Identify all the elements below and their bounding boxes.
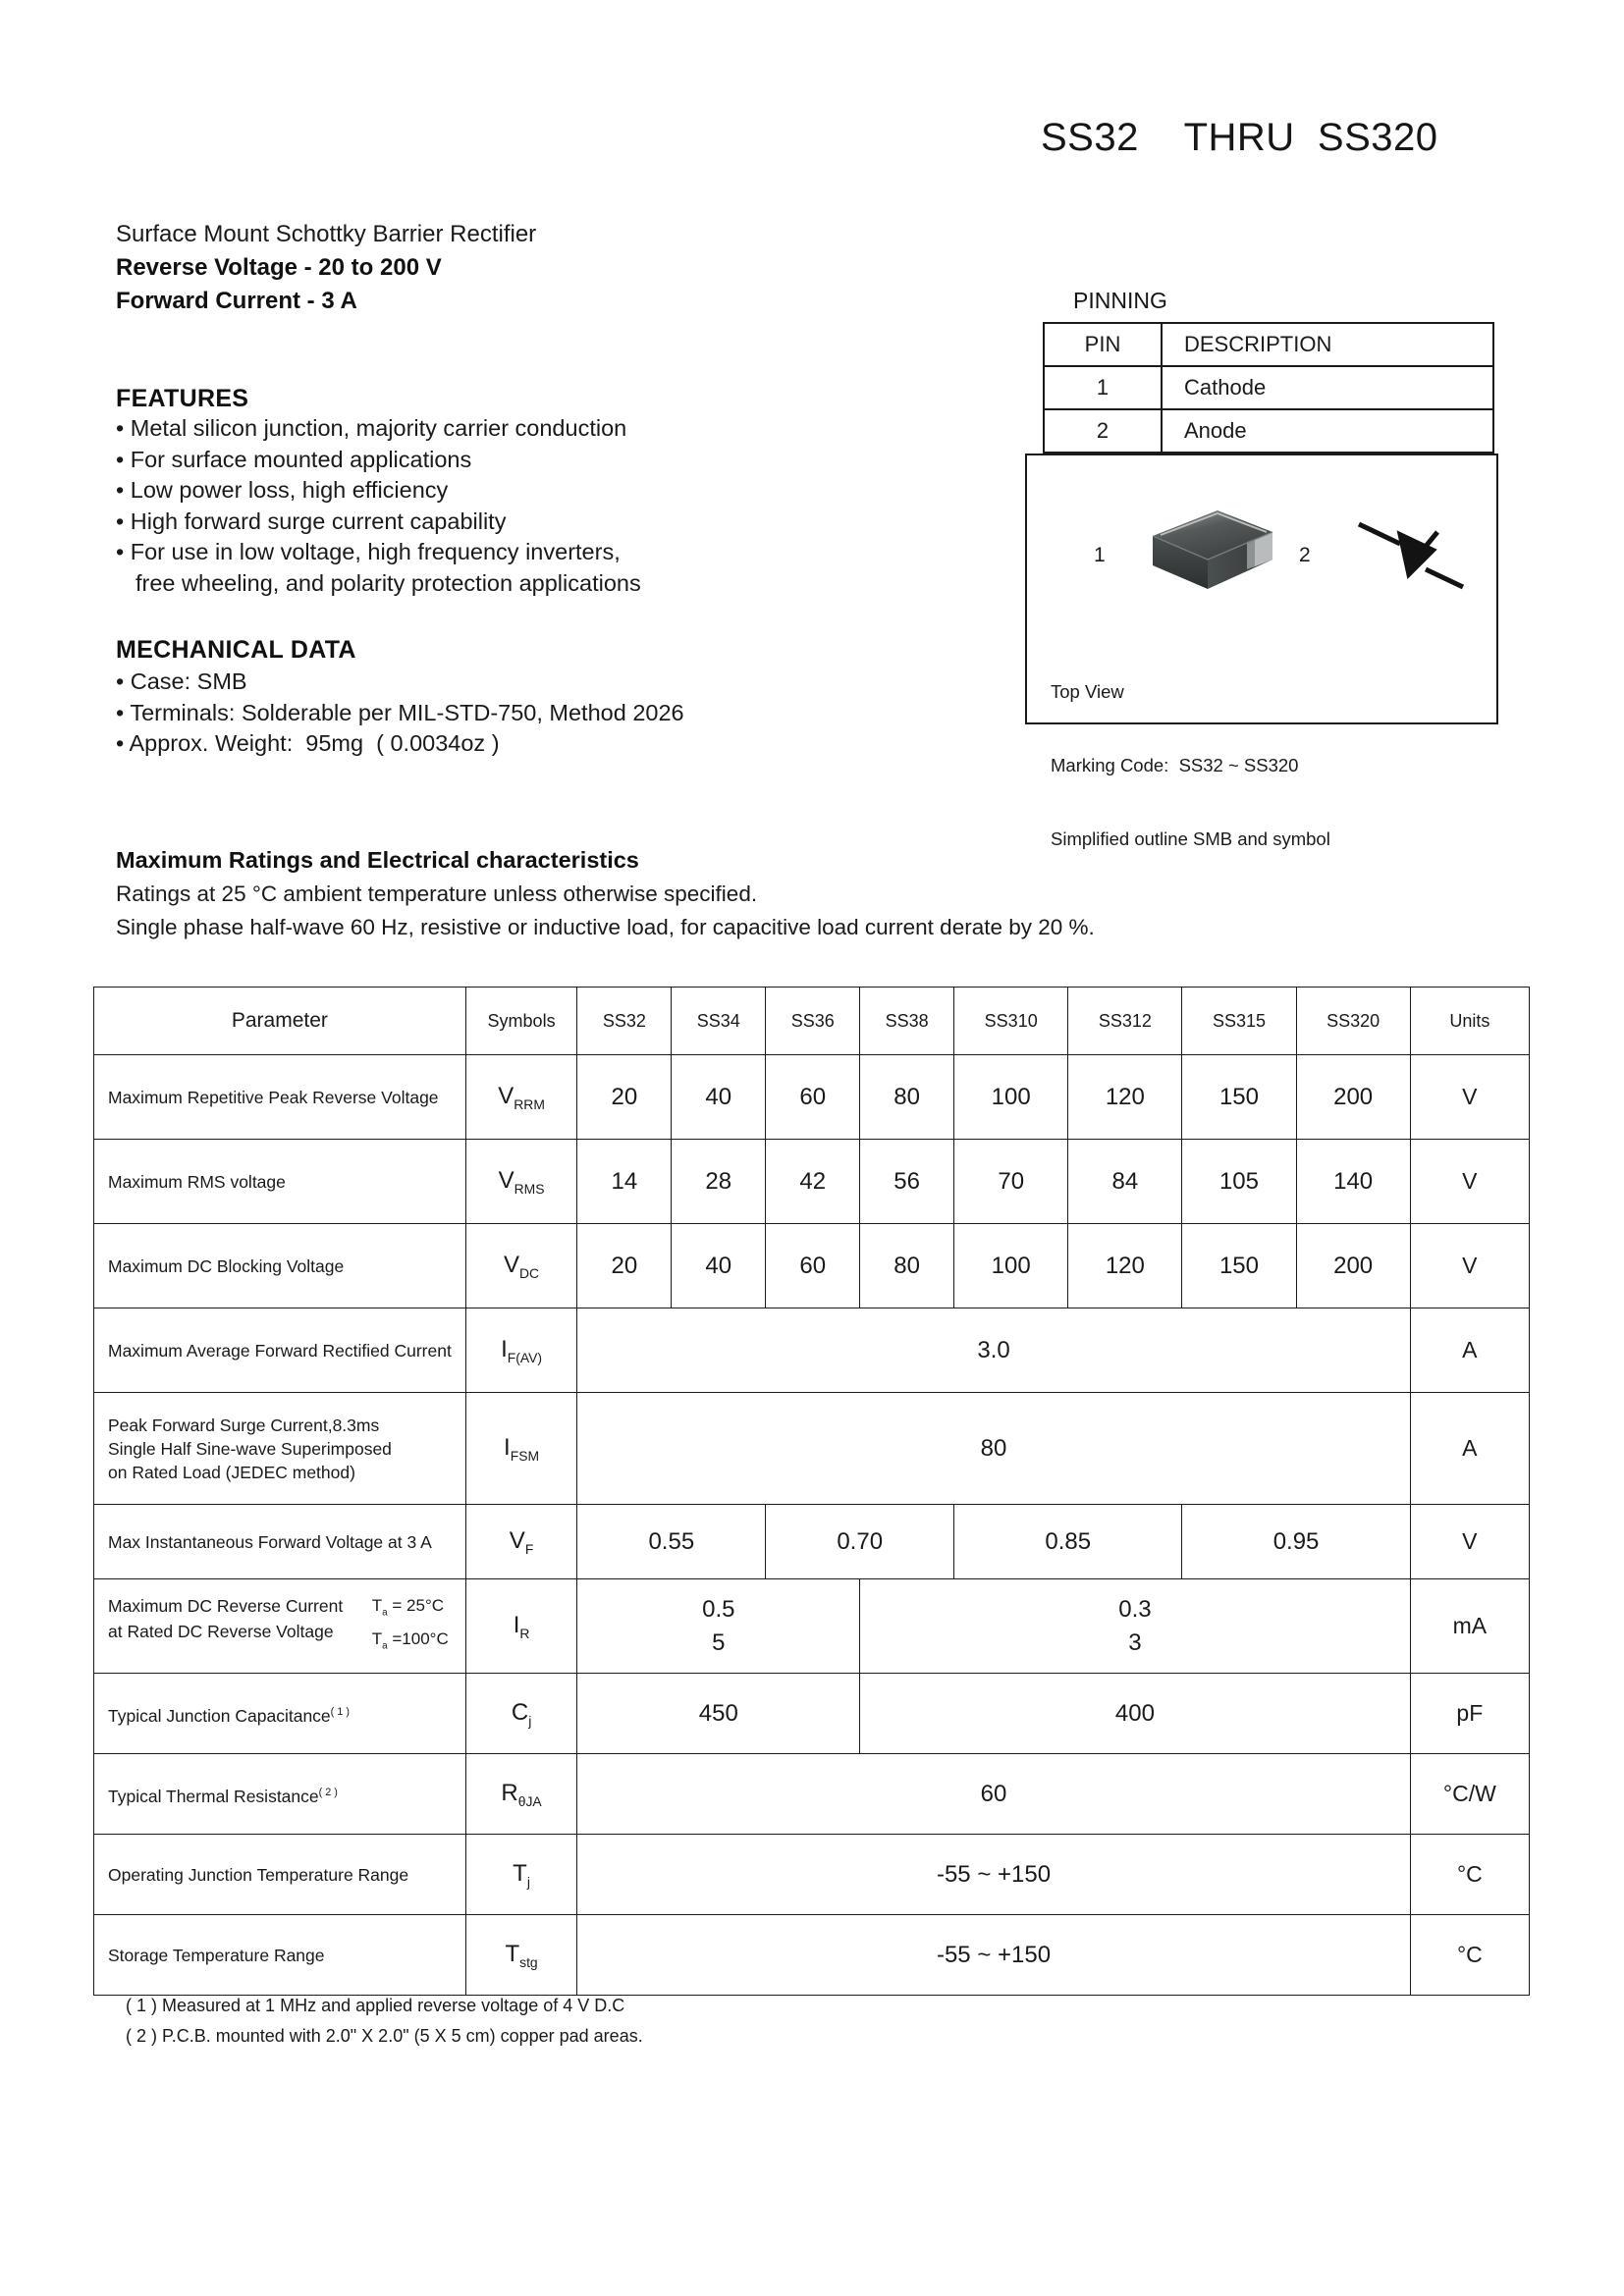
- column-header-device: SS320: [1296, 988, 1410, 1055]
- table-cell-units: °C: [1410, 1915, 1529, 1996]
- table-cell-units: pF: [1410, 1674, 1529, 1754]
- parameter-line: Maximum DC Reverse Current: [108, 1596, 344, 1617]
- package-caption-line-1: Top View: [1051, 681, 1124, 702]
- table-cell: 200: [1296, 1224, 1410, 1308]
- mechanical-data-section: [116, 636, 931, 760]
- ratings-heading: Maximum Ratings and Electrical characteristics: [116, 847, 639, 873]
- diode-symbol-icon: [1353, 505, 1469, 603]
- parameter-symbol: $V_{RRM}$: [465, 1055, 577, 1140]
- table-cell: 0.85: [954, 1505, 1182, 1579]
- table-cell: -55 ~ +150: [577, 1835, 1410, 1915]
- table-cell: 60: [766, 1055, 860, 1140]
- table-cell: 0.70: [766, 1505, 954, 1579]
- column-header-device: SS34: [672, 988, 766, 1055]
- list-item: • For use in low voltage, high frequency inverters,: [116, 539, 621, 564]
- table-cell-units: °C: [1410, 1835, 1529, 1915]
- parameter-symbol: $T_j$: [465, 1835, 577, 1915]
- table-cell-units: V: [1410, 1505, 1529, 1579]
- table-cell: 28: [672, 1140, 766, 1224]
- footnote-marker: ( 2 ): [318, 1786, 338, 1798]
- list-item: • High forward surge current capability: [116, 507, 507, 534]
- table-cell: 140: [1296, 1140, 1410, 1224]
- table-cell: 120: [1068, 1055, 1182, 1140]
- list-item: • For surface mounted applications: [116, 446, 472, 472]
- table-cell: 80: [860, 1055, 954, 1140]
- parameter-line: Peak Forward Surge Current,8.3ms: [108, 1415, 380, 1435]
- list-item: free wheeling, and polarity protection applications: [135, 569, 641, 596]
- parameter-line: on Rated Load (JEDEC method): [108, 1462, 355, 1482]
- parameter-name: Storage Temperature Range: [94, 1915, 466, 1996]
- column-header-device: SS32: [577, 988, 672, 1055]
- parameter-line: Single Half Sine-wave Superimposed: [108, 1438, 392, 1459]
- footnote-marker: ( 1 ): [330, 1705, 350, 1718]
- table-row: [94, 1140, 1530, 1224]
- table-row: [94, 1393, 1530, 1505]
- table-cell: 150: [1182, 1055, 1296, 1140]
- parameter-name: Typical Junction Capacitance$^{( 1 )}$: [94, 1674, 466, 1754]
- smb-package-icon: [1123, 503, 1280, 611]
- table-cell: 200: [1296, 1055, 1410, 1140]
- column-header-device: SS38: [860, 988, 954, 1055]
- value-top: 0.5: [702, 1595, 735, 1623]
- parameter-name: Maximum RMS voltage: [94, 1140, 466, 1224]
- table-row: [94, 1224, 1530, 1308]
- table-cell: 0.95: [1182, 1505, 1410, 1579]
- table-cell-units: A: [1410, 1393, 1529, 1505]
- footnotes: [126, 1991, 1009, 2052]
- package-pin2-label: 2: [1299, 544, 1311, 566]
- list-item: • Low power loss, high efficiency: [116, 477, 449, 503]
- table-cell: 70: [954, 1140, 1068, 1224]
- table-cell: 80: [577, 1393, 1410, 1505]
- intro-block: [116, 218, 862, 318]
- intro-line-3: Forward Current - 3 A: [116, 288, 357, 314]
- mechanical-heading: MECHANICAL DATA: [116, 636, 356, 664]
- parameter-name: Typical Thermal Resistance$^{( 2 )}$: [94, 1754, 466, 1835]
- pinning-label: PINNING: [1073, 288, 1167, 313]
- table-row: [94, 1308, 1530, 1393]
- column-header-device: SS315: [1182, 988, 1296, 1055]
- table-cell-units: V: [1410, 1224, 1529, 1308]
- table-cell: 100: [954, 1224, 1068, 1308]
- features-list: [116, 413, 892, 599]
- parameter-symbol: $C_j$: [465, 1674, 577, 1754]
- table-row: [1044, 409, 1493, 453]
- value-bottom: 5: [712, 1629, 726, 1656]
- table-cell: 120: [1068, 1224, 1182, 1308]
- table-cell-units: V: [1410, 1140, 1529, 1224]
- intro-line-2: Reverse Voltage - 20 to 200 V: [116, 254, 442, 281]
- table-cell: 20: [577, 1055, 672, 1140]
- intro-line-1: Surface Mount Schottky Barrier Rectifier: [116, 221, 537, 247]
- table-row: [1044, 366, 1493, 409]
- parameter-line: at Rated DC Reverse Voltage: [108, 1622, 334, 1642]
- parameter-name: [94, 1579, 466, 1674]
- ratings-note-1: Ratings at 25 °C ambient temperature unless otherwise specified.: [116, 881, 758, 906]
- table-row: [94, 1505, 1530, 1579]
- column-header-device: SS310: [954, 988, 1068, 1055]
- column-header-units: Units: [1410, 988, 1529, 1055]
- table-cell: 60: [766, 1224, 860, 1308]
- table-cell: 450: [577, 1674, 860, 1754]
- table-cell: 0.55: [577, 1505, 766, 1579]
- table-cell: 40: [672, 1055, 766, 1140]
- parameter-name: [94, 1393, 466, 1505]
- parameter-name: Max Instantaneous Forward Voltage at 3 A: [94, 1505, 466, 1579]
- table-cell: 56: [860, 1140, 954, 1224]
- footnote-1: ( 1 ) Measured at 1 MHz and applied reverse voltage of 4 V D.C: [126, 1996, 625, 2015]
- list-item: • Terminals: Solderable per MIL-STD-750, Method 2026: [116, 699, 684, 725]
- package-pin1-label: 1: [1094, 544, 1106, 566]
- table-row: [94, 1915, 1530, 1996]
- table-cell: 40: [672, 1224, 766, 1308]
- table-cell-units: A: [1410, 1308, 1529, 1393]
- table-cell: [860, 1579, 1411, 1674]
- ratings-intro: [116, 842, 1490, 944]
- table-cell-units: V: [1410, 1055, 1529, 1140]
- parameter-condition: $T_a = 25^\circ C$: [371, 1596, 445, 1619]
- parameter-condition: $T_a =100^\circ C$: [371, 1629, 449, 1651]
- column-header-parameter: Parameter: [94, 988, 466, 1055]
- specifications-table: [93, 987, 1530, 1996]
- table-cell: 84: [1068, 1140, 1182, 1224]
- parameter-symbol: $V_{RMS}$: [465, 1140, 577, 1224]
- column-header-device: SS36: [766, 988, 860, 1055]
- table-cell: 150: [1182, 1224, 1296, 1308]
- table-cell: 400: [860, 1674, 1411, 1754]
- table-row: [94, 1579, 1530, 1674]
- table-cell: 20: [577, 1224, 672, 1308]
- list-item: • Approx. Weight: 95mg ( 0.0034oz ): [116, 730, 500, 756]
- value-bottom: 3: [1128, 1629, 1142, 1656]
- parameter-symbol: $I_R$: [465, 1579, 577, 1674]
- page-title: SS32 THRU SS320: [1041, 116, 1438, 159]
- table-cell: 100: [954, 1055, 1068, 1140]
- column-header-symbols: Symbols: [465, 988, 577, 1055]
- features-section: [116, 385, 892, 599]
- footnote-2: ( 2 ) P.C.B. mounted with 2.0" X 2.0" (5 X 5 cm) copper pad areas.: [126, 2026, 643, 2046]
- parameter-name: Maximum DC Blocking Voltage: [94, 1224, 466, 1308]
- table-row: [94, 1835, 1530, 1915]
- parameter-symbol: $V_{DC}$: [465, 1224, 577, 1308]
- parameter-symbol: $I_{F(AV)}$: [465, 1308, 577, 1393]
- table-row: [94, 1754, 1530, 1835]
- ratings-note-2: Single phase half-wave 60 Hz, resistive or inductive load, for capacitive load current derate by 20 %.: [116, 915, 1095, 939]
- column-header-device: SS312: [1068, 988, 1182, 1055]
- features-heading: FEATURES: [116, 385, 249, 412]
- pinning-pin-description: Anode: [1162, 409, 1493, 453]
- list-item: • Metal silicon junction, majority carrier conduction: [116, 415, 627, 441]
- table-cell: 3.0: [577, 1308, 1410, 1393]
- parameter-name: Operating Junction Temperature Range: [94, 1835, 466, 1915]
- pinning-pin-description: Cathode: [1162, 366, 1493, 409]
- parameter-symbol: $R_{\theta JA}$: [465, 1754, 577, 1835]
- table-cell: 60: [577, 1754, 1410, 1835]
- table-row: [94, 988, 1530, 1055]
- value-top: 0.3: [1118, 1595, 1152, 1623]
- package-caption-line-2: Marking Code: SS32 ~ SS320: [1051, 755, 1299, 775]
- pinning-pin-number: 2: [1044, 409, 1162, 453]
- package-caption-line-3: Simplified outline SMB and symbol: [1051, 828, 1330, 849]
- table-row: [1044, 323, 1493, 366]
- parameter-symbol: $V_F$: [465, 1505, 577, 1579]
- table-cell: [577, 1579, 860, 1674]
- table-row: [94, 1055, 1530, 1140]
- table-cell: 105: [1182, 1140, 1296, 1224]
- table-cell: -55 ~ +150: [577, 1915, 1410, 1996]
- parameter-symbol: $I_{FSM}$: [465, 1393, 577, 1505]
- pinning-header-description: DESCRIPTION: [1162, 323, 1493, 366]
- table-cell: 14: [577, 1140, 672, 1224]
- mechanical-list: [116, 667, 931, 760]
- table-cell-units: °C/W: [1410, 1754, 1529, 1835]
- table-cell: 80: [860, 1224, 954, 1308]
- pinning-pin-number: 1: [1044, 366, 1162, 409]
- parameter-name: Maximum Average Forward Rectified Current: [94, 1308, 466, 1393]
- parameter-symbol: $T_{stg}$: [465, 1915, 577, 1996]
- parameter-name: Maximum Repetitive Peak Reverse Voltage: [94, 1055, 466, 1140]
- table-cell-units: mA: [1410, 1579, 1529, 1674]
- pinning-table: [1043, 322, 1494, 454]
- table-row: [94, 1674, 1530, 1754]
- list-item: • Case: SMB: [116, 668, 247, 694]
- package-outline-box: [1025, 454, 1498, 849]
- table-cell: 42: [766, 1140, 860, 1224]
- pinning-header-pin: PIN: [1044, 323, 1162, 366]
